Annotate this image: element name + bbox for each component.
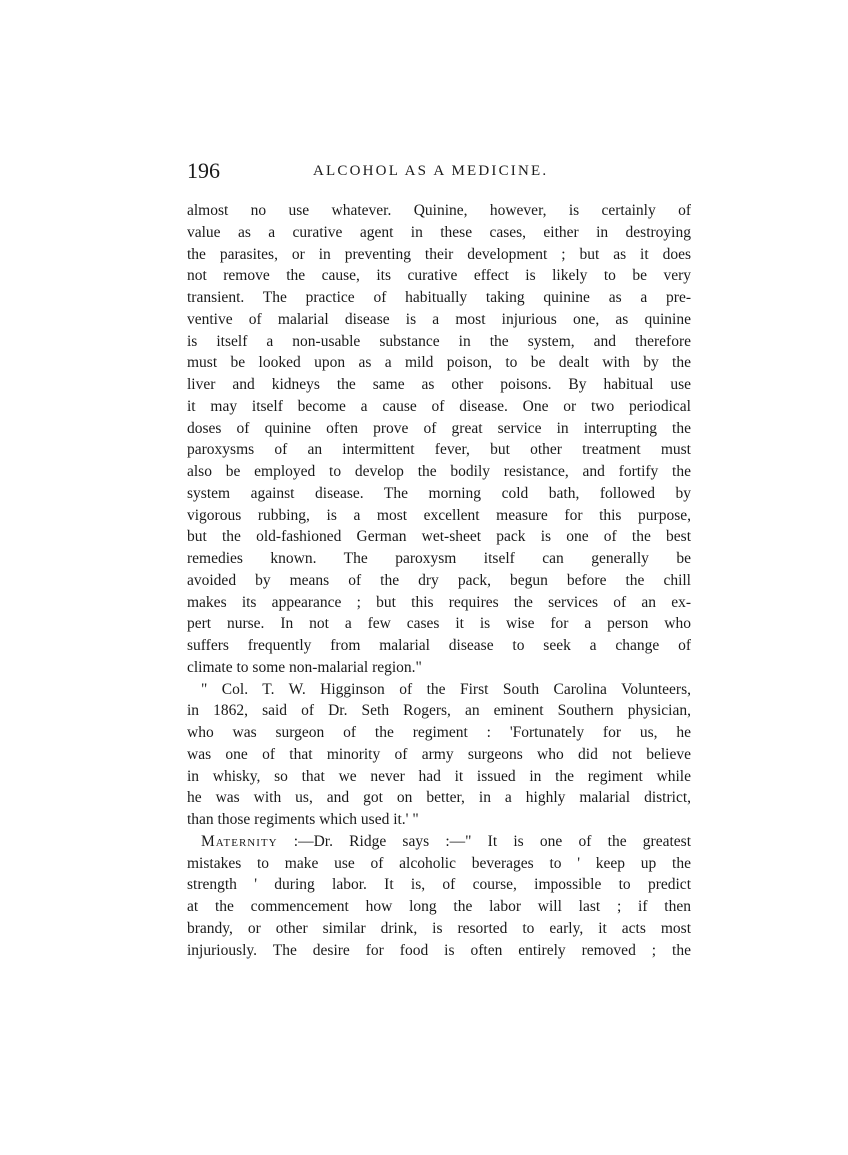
text-line: liver and kidneys the same as other poisons. By habitual use	[187, 376, 691, 393]
text-line: the parasites, or in preventing their development ; but as it does	[187, 245, 691, 263]
text-line: who was surgeon of the regiment : 'Fortunately for us, he	[187, 724, 691, 741]
text-line: it may itself become a cause of disease. One or two periodical	[187, 397, 691, 415]
text-line: transient. The practice of habitually taking quinine as a pre-	[187, 289, 691, 306]
maternity-heading: Maternity	[201, 832, 278, 850]
text-line: also be employed to develop the bodily resistance, and fortify the	[187, 463, 691, 480]
text-line: at the commencement how long the labor will last ; if then	[187, 898, 691, 915]
page-number: 196	[187, 158, 220, 183]
text-line: in whisky, so that we never had it issued in the regiment while	[187, 767, 691, 785]
running-title: ALCOHOL AS A MEDICINE.	[313, 163, 549, 179]
maternity-paragraph-start	[187, 831, 691, 853]
text-line: must be looked upon as a mild poison, to be dealt with by the	[187, 354, 691, 372]
text-line: doses of quinine often prove of great service in interrupting the	[187, 419, 691, 437]
text-line: almost no use whatever. Quinine, however, is certainly of	[187, 202, 691, 219]
text-line: not remove the cause, its curative effect is likely to be very	[187, 267, 691, 285]
text-line: ventive of malarial disease is a most injurious one, as quinine	[187, 310, 691, 328]
text-line: climate to some non-malarial region."	[187, 658, 422, 676]
running-head	[187, 158, 692, 184]
text-line: " Col. T. W. Higginson of the First South Carolina Volunteers,	[201, 680, 691, 698]
text-line: injuriously. The desire for food is often entirely removed ; the	[187, 941, 691, 959]
text-line: was one of that minority of army surgeons who did not believe	[187, 745, 691, 763]
text-line: in 1862, said of Dr. Seth Rogers, an eminent Southern physician,	[187, 702, 691, 720]
text-line: mistakes to make use of alcoholic beverages to ' keep up the	[187, 854, 691, 872]
text-line: than those regiments which used it.' "	[187, 811, 419, 828]
text-line: brandy, or other similar drink, is resorted to early, it acts most	[187, 919, 691, 937]
text-line: pert nurse. In not a few cases it is wise for a person who	[187, 615, 691, 633]
text-line: value as a curative agent in these cases, either in destroying	[187, 223, 691, 241]
text-line: he was with us, and got on better, in a highly malarial district,	[187, 789, 691, 807]
text-line: but the old-fashioned German wet-sheet pack is one of the best	[187, 528, 691, 546]
body-text	[187, 200, 691, 961]
text-line: system against disease. The morning cold bath, followed by	[187, 484, 691, 502]
text-line: suffers frequently from malarial disease to seek a change of	[187, 637, 691, 654]
text-line: avoided by means of the dry pack, begun before the chill	[187, 571, 691, 589]
text-line-rest: :—Dr. Ridge says :—" It is one of the greatest	[277, 832, 691, 850]
text-line: remedies known. The paroxysm itself can generally be	[187, 550, 691, 567]
text-line: strength ' during labor. It is, of course, impossible to predict	[187, 876, 691, 894]
text-line: is itself a non-usable substance in the system, and therefore	[187, 332, 691, 350]
text-line: vigorous rubbing, is a most excellent measure for this purpose,	[187, 506, 691, 524]
text-line: makes its appearance ; but this requires the services of an ex-	[187, 593, 691, 611]
text-line: paroxysms of an intermittent fever, but other treatment must	[187, 441, 691, 459]
